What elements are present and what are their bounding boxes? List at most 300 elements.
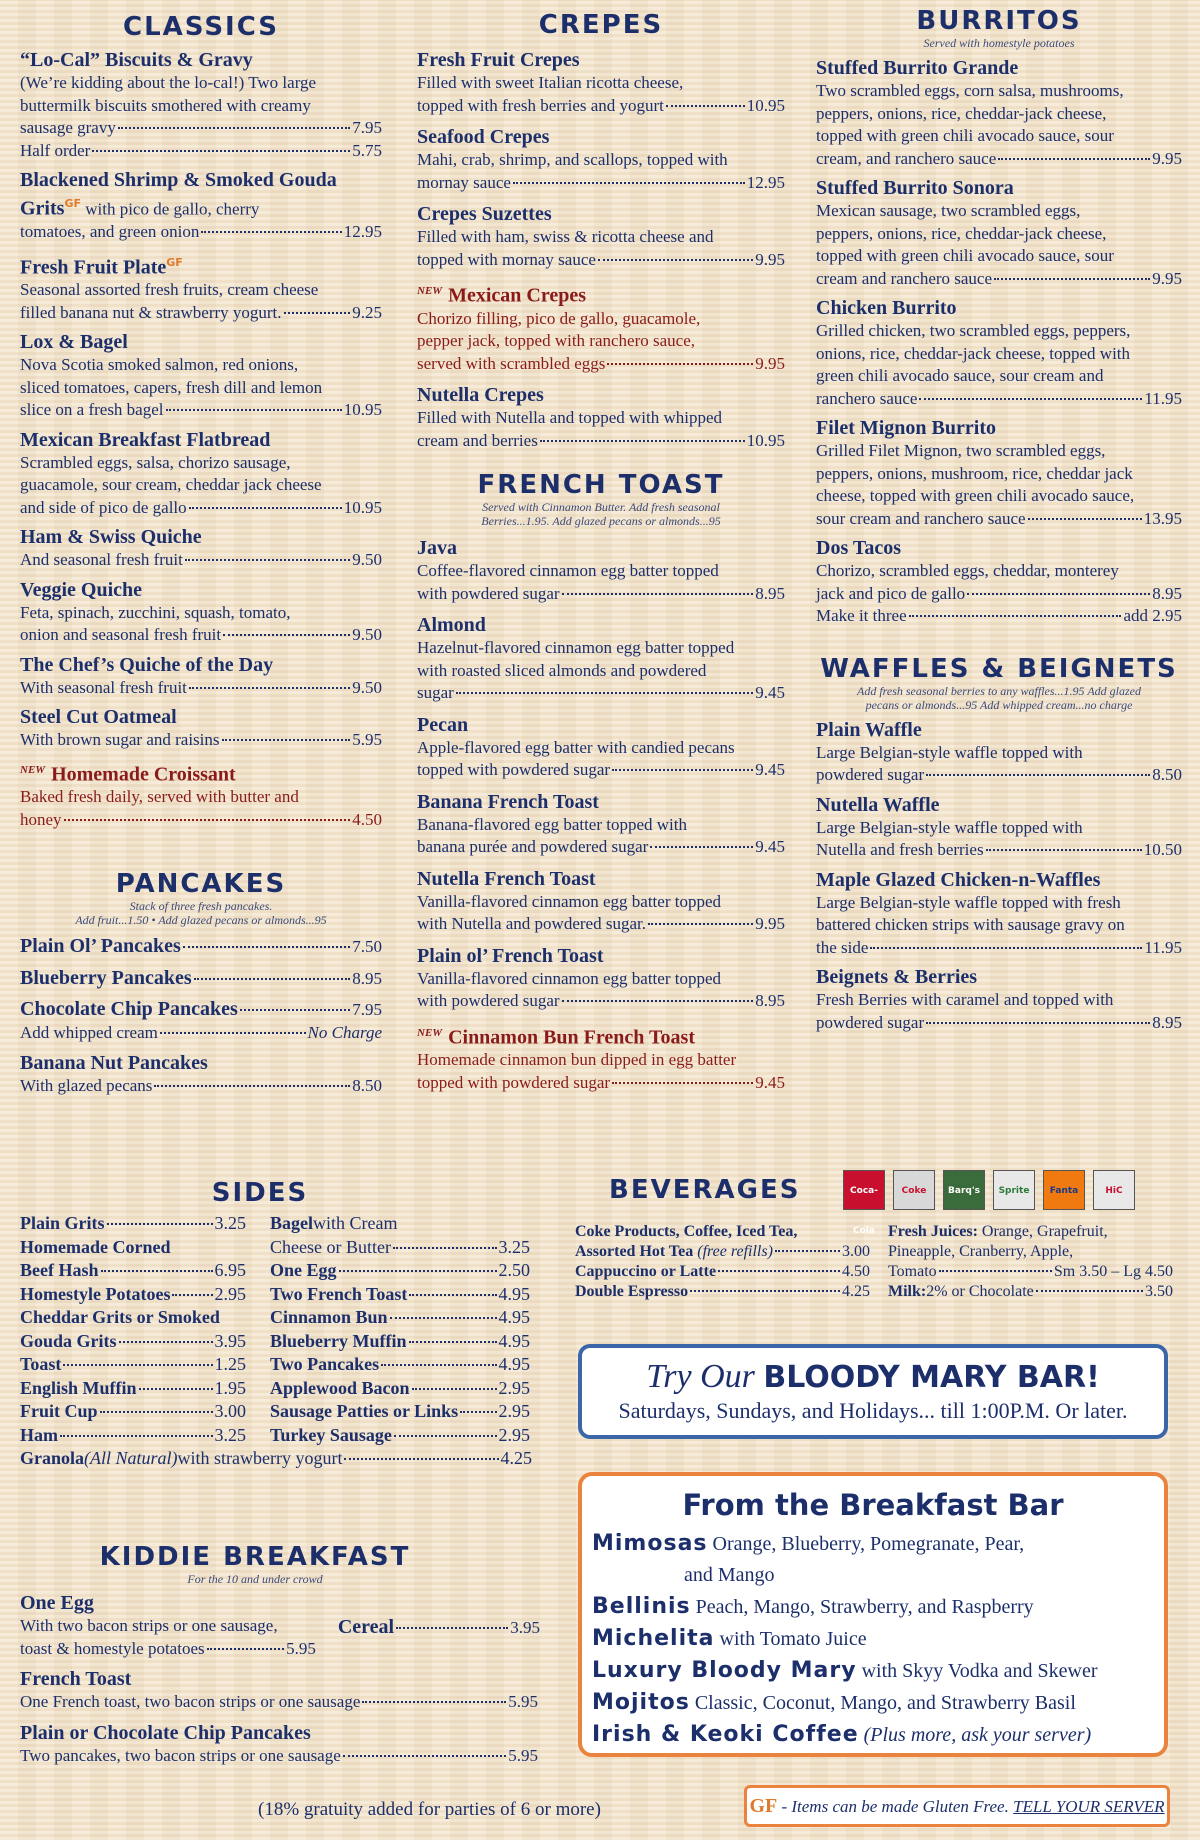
new-badge: NEW bbox=[20, 763, 46, 776]
side-price: 2.50 bbox=[498, 1260, 530, 1280]
side-price: 2.95 bbox=[498, 1401, 530, 1421]
item-price-line bbox=[816, 1012, 1182, 1035]
item-desc: banana purée and powdered sugar bbox=[417, 837, 649, 857]
item-name bbox=[816, 177, 1182, 200]
menu-item bbox=[816, 794, 1182, 862]
item-price: 10.95 bbox=[343, 400, 382, 420]
item-desc: Filled with ham, swiss & ricotta cheese and bbox=[417, 227, 714, 246]
item-desc: buttermilk biscuits smothered with creamy bbox=[20, 95, 311, 115]
bar-item-desc: Orange, Blueberry, Pomegranate, Pear, bbox=[707, 1533, 1025, 1555]
side-name: Ham bbox=[20, 1424, 58, 1445]
item-title: Chicken Burrito bbox=[816, 297, 957, 319]
item-desc: Grilled chicken, two scrambled eggs, peppers, bbox=[816, 321, 1131, 340]
item-price: 11.95 bbox=[1144, 937, 1182, 957]
item-desc: Large Belgian-style waffle topped with fresh bbox=[816, 892, 1121, 912]
item-price: 9.50 bbox=[352, 550, 382, 570]
item-title: Banana Nut Pancakes bbox=[20, 1052, 208, 1075]
item-name bbox=[20, 49, 382, 72]
item-price: 8.95 bbox=[352, 968, 382, 988]
item-title: Veggie Quiche bbox=[20, 578, 143, 601]
sides-right-list bbox=[270, 1212, 530, 1447]
item-desc: topped with fresh berries and yogurt bbox=[417, 95, 664, 115]
item-price-line bbox=[20, 729, 382, 752]
item-price-line bbox=[20, 1075, 382, 1098]
side-price: 4.95 bbox=[498, 1283, 530, 1304]
item-title: Blackened Shrimp & Smoked Gouda bbox=[20, 169, 337, 191]
item-desc: battered chicken strips with sausage gravy on bbox=[816, 915, 1125, 934]
menu-item bbox=[417, 126, 785, 194]
gratuity-note: (18% gratuity added for parties of 6 or more) bbox=[258, 1799, 601, 1820]
item-price: 9.45 bbox=[755, 683, 785, 703]
item-name bbox=[417, 868, 785, 891]
side-price: 3.25 bbox=[214, 1213, 246, 1233]
item-desc: with pico de gallo, cherry bbox=[80, 199, 260, 219]
side-item bbox=[270, 1400, 530, 1424]
item-name bbox=[417, 614, 785, 637]
item-price: 12.95 bbox=[746, 172, 785, 192]
item-price: 7.50 bbox=[352, 937, 382, 957]
item-desc: Vanilla-flavored cinnamon egg batter topped bbox=[417, 891, 721, 911]
item-name bbox=[417, 203, 785, 226]
item-name bbox=[20, 251, 382, 280]
side-item bbox=[20, 1400, 246, 1424]
item-price: 9.50 bbox=[352, 625, 382, 645]
item-price: 10.95 bbox=[746, 95, 785, 115]
item-desc: Add whipped cream bbox=[20, 1022, 158, 1042]
item-title: Stuffed Burrito Grande bbox=[816, 57, 1019, 79]
beverages-heading: BEVERAGES bbox=[609, 1175, 801, 1205]
soda-logos bbox=[835, 1170, 1135, 1236]
bar-item bbox=[592, 1687, 1154, 1719]
item-desc: Banana-flavored egg batter topped with bbox=[417, 814, 688, 834]
item-desc: topped with mornay sauce bbox=[417, 249, 596, 269]
item-price: 9.95 bbox=[755, 353, 785, 373]
item-price: 7.95 bbox=[352, 1000, 382, 1020]
item-price: 13.95 bbox=[1143, 508, 1182, 528]
item-name bbox=[20, 654, 382, 677]
item-price-line bbox=[417, 430, 785, 453]
item-title: “Lo-Cal” Biscuits & Gravy bbox=[20, 49, 253, 71]
item-price: 10.50 bbox=[1143, 840, 1182, 859]
side-item bbox=[20, 1377, 246, 1401]
side-item bbox=[270, 1377, 530, 1401]
side-item bbox=[270, 1236, 530, 1260]
menu-item bbox=[20, 251, 382, 325]
classics-heading: CLASSICS bbox=[122, 12, 280, 42]
item-desc: Chorizo, scrambled eggs, cheddar, monterey bbox=[816, 561, 1119, 580]
menu-item bbox=[417, 714, 785, 782]
side-price: 3.25 bbox=[214, 1424, 246, 1445]
french-sub2: Berries...1.95. Add glazed pecans or almonds...95 bbox=[481, 514, 721, 529]
item-title: Steel Cut Oatmeal bbox=[20, 706, 177, 729]
item-desc: the side bbox=[816, 937, 869, 957]
kiddie-section bbox=[20, 1542, 540, 1767]
item-price: 8.50 bbox=[352, 1076, 382, 1096]
item-name bbox=[20, 169, 382, 192]
soda-logo: Fanta bbox=[1043, 1170, 1085, 1210]
item-price: 9.50 bbox=[352, 677, 382, 697]
item-desc: sugar bbox=[417, 683, 454, 703]
item-name bbox=[417, 49, 785, 72]
waffles-sub2: pecans or almonds...95 Add whipped cream...no charge bbox=[865, 697, 1133, 712]
bar-item bbox=[592, 1528, 1154, 1560]
item-desc: With glazed pecans bbox=[20, 1076, 153, 1096]
item-price: 9.45 bbox=[755, 1072, 785, 1092]
bar-item-name: Bellinis bbox=[592, 1594, 691, 1619]
side-price: 2.95 bbox=[498, 1377, 530, 1398]
bloody-mary-box: Try Our BLOODY MARY BAR! Saturdays, Sundays, and Holidays... till 1:00P.M. Or later. bbox=[578, 1344, 1168, 1439]
item-title: Nutella Waffle bbox=[816, 793, 940, 816]
item-price: 8.95 bbox=[755, 991, 785, 1011]
menu-item bbox=[20, 967, 382, 991]
side-name: Blueberry Muffin bbox=[270, 1330, 407, 1351]
item-desc: sausage gravy bbox=[20, 118, 116, 137]
side-price: 2.95 bbox=[498, 1424, 530, 1445]
item-desc: pepper jack, topped with ranchero sauce, bbox=[417, 331, 696, 351]
side-name: Cheddar Grits or Smoked bbox=[20, 1307, 220, 1327]
bar-item-name: Irish & Keoki Coffee bbox=[592, 1722, 859, 1747]
item-desc: Filled with sweet Italian ricotta cheese, bbox=[417, 73, 684, 92]
item-desc: cheese, topped with green chili avocado sauce, bbox=[816, 486, 1135, 505]
side-name: Gouda Grits bbox=[20, 1330, 117, 1351]
item-price-line bbox=[417, 990, 785, 1013]
side-name: English Muffin bbox=[20, 1377, 137, 1398]
item-price-line bbox=[417, 95, 785, 118]
item-desc: Seasonal assorted fresh fruits, cream cheese bbox=[20, 280, 319, 300]
item-desc: With brown sugar and raisins bbox=[20, 730, 220, 750]
menu-item bbox=[816, 719, 1182, 787]
item-desc: Nutella and fresh berries bbox=[816, 840, 984, 859]
french-list bbox=[417, 537, 785, 1094]
item-desc: and side of pico de gallo bbox=[20, 497, 187, 517]
bar-item bbox=[592, 1560, 1154, 1591]
item-extra-line bbox=[20, 140, 382, 163]
bar-item-name: Michelita bbox=[592, 1626, 715, 1651]
item-price-line bbox=[20, 549, 382, 572]
item-title: Plain ol’ French Toast bbox=[417, 944, 604, 967]
side-item bbox=[270, 1283, 530, 1307]
item-desc: Fresh Berries with caramel and topped with bbox=[816, 990, 1114, 1009]
item-desc: green chili avocado sauce, sour cream and bbox=[816, 366, 1104, 385]
item-desc: onion and seasonal fresh fruit bbox=[20, 625, 222, 645]
item-desc: with Nutella and powdered sugar. bbox=[417, 914, 646, 934]
menu-item bbox=[20, 759, 382, 832]
menu-item bbox=[417, 537, 785, 605]
item-price-line bbox=[417, 913, 785, 936]
side-price: 4.95 bbox=[498, 1330, 530, 1351]
item-price-line bbox=[20, 809, 382, 832]
middle-column bbox=[417, 0, 785, 1094]
item-name bbox=[20, 429, 382, 452]
side-item bbox=[20, 1353, 246, 1377]
side-name: Applewood Bacon bbox=[270, 1377, 410, 1398]
item-desc: cream and ranchero sauce bbox=[816, 268, 993, 288]
item-desc: Feta, spinach, zucchini, squash, tomato, bbox=[20, 602, 291, 622]
item-title: Stuffed Burrito Sonora bbox=[816, 177, 1014, 199]
item-price: 9.95 bbox=[755, 249, 785, 269]
item-price-line bbox=[816, 583, 1182, 606]
sides-left-list bbox=[20, 1212, 270, 1447]
item-price: 9.45 bbox=[755, 837, 785, 857]
item-name bbox=[816, 57, 1182, 80]
side-name: Sausage Patties or Links bbox=[270, 1401, 459, 1421]
item-name bbox=[816, 719, 1182, 742]
beverages-left: Coke Products, Coffee, Iced Tea, Assorted Hot Tea (free refills) 3.00 Cappuccino or Latte 4.50 Double Espresso 4.25 bbox=[575, 1223, 870, 1300]
item-desc: And seasonal fresh fruit bbox=[20, 550, 183, 570]
item-desc: topped with powdered sugar bbox=[417, 760, 611, 780]
item-desc: with powdered sugar bbox=[417, 583, 560, 603]
item-title: Chocolate Chip Pancakes bbox=[20, 998, 238, 1021]
side-price: 3.00 bbox=[214, 1401, 246, 1421]
item-price-line bbox=[417, 836, 785, 859]
item-name bbox=[417, 384, 785, 407]
item-price: No Charge bbox=[307, 1022, 382, 1042]
side-price: 2.95 bbox=[214, 1283, 246, 1304]
item-desc: mornay sauce bbox=[417, 172, 511, 192]
item-desc: honey bbox=[20, 809, 62, 829]
item-price-line bbox=[816, 148, 1182, 171]
item-desc: filled banana nut & strawberry yogurt. bbox=[20, 302, 282, 322]
item-title: Cinnamon Bun French Toast bbox=[448, 1026, 695, 1049]
item-title: Fresh Fruit Crepes bbox=[417, 49, 580, 71]
menu-item bbox=[816, 537, 1182, 628]
item-price-line bbox=[816, 839, 1182, 862]
item-price-line bbox=[20, 1022, 382, 1045]
side-item bbox=[270, 1353, 530, 1377]
menu-item bbox=[417, 1022, 785, 1095]
item-title: Almond bbox=[417, 614, 486, 637]
gluten-free-mark: GF bbox=[166, 255, 183, 269]
menu-item bbox=[20, 331, 382, 422]
granola-row: Granola (All Natural) with strawberry yogurt 4.25 bbox=[20, 1448, 532, 1468]
side-desc: with Cream bbox=[313, 1213, 398, 1233]
menu-item bbox=[417, 614, 785, 705]
side-item bbox=[270, 1259, 530, 1283]
item-desc: peppers, onions, mushroom, rice, cheddar jack bbox=[816, 463, 1133, 483]
side-item bbox=[270, 1424, 530, 1448]
item-desc: Mexican sausage, two scrambled eggs, bbox=[816, 201, 1081, 220]
item-name bbox=[816, 869, 1182, 892]
side-item bbox=[20, 1306, 246, 1330]
item-price: 9.95 bbox=[1152, 148, 1182, 168]
menu-item bbox=[816, 869, 1182, 960]
item-title: Homemade Croissant bbox=[51, 763, 236, 786]
kiddie-sub: For the 10 and under crowd bbox=[187, 1572, 323, 1586]
gluten-free-mark: GF bbox=[64, 197, 81, 210]
item-title: Filet Mignon Burrito bbox=[816, 417, 996, 439]
item-price: 9.25 bbox=[352, 302, 382, 322]
side-name: Homestyle Potatoes bbox=[20, 1283, 171, 1304]
crepes-list bbox=[417, 49, 785, 452]
item-price-line bbox=[20, 221, 382, 244]
soda-logo: Sprite bbox=[993, 1170, 1035, 1210]
item-price: 9.95 bbox=[1152, 268, 1182, 288]
side-name: Fruit Cup bbox=[20, 1401, 98, 1421]
item-desc: Filled with Nutella and topped with whipped bbox=[417, 408, 723, 428]
item-desc: Homemade cinnamon bun dipped in egg batter bbox=[417, 1050, 737, 1070]
french-sub: Served with Cinnamon Butter. Add fresh seasonal bbox=[482, 500, 720, 515]
item-desc: guacamole, sour cream, cheddar jack cheese bbox=[20, 475, 322, 495]
item-desc: Nova Scotia smoked salmon, red onions, bbox=[20, 355, 299, 375]
item-name bbox=[816, 417, 1182, 440]
item-extra-price: add 2.95 bbox=[1123, 606, 1182, 625]
item-desc: Hazelnut-flavored cinnamon egg batter topped bbox=[417, 638, 735, 658]
menu-item bbox=[20, 49, 382, 162]
item-desc: topped with green chili avocado sauce, sour bbox=[816, 246, 1114, 265]
bar-item bbox=[592, 1719, 1154, 1751]
item-title: Maple Glazed Chicken-n-Waffles bbox=[816, 868, 1101, 891]
bar-item-desc: Classic, Coconut, Mango, and Strawberry Basil bbox=[689, 1692, 1076, 1714]
item-extra: Make it three bbox=[816, 606, 907, 625]
side-name: Bagel bbox=[270, 1213, 313, 1233]
item-extra: Half order bbox=[20, 140, 91, 160]
item-price: 8.50 bbox=[1152, 765, 1182, 784]
item-price: 4.50 bbox=[352, 809, 382, 829]
item-desc: with powdered sugar bbox=[417, 991, 560, 1011]
item-name bbox=[20, 706, 382, 729]
item-extra-line bbox=[816, 605, 1182, 628]
menu-item bbox=[816, 297, 1182, 410]
menu-item bbox=[20, 935, 382, 959]
soda-logo: HiC bbox=[1093, 1170, 1135, 1210]
menu-item bbox=[417, 791, 785, 859]
left-column bbox=[20, 0, 382, 1098]
menu-item bbox=[20, 169, 382, 244]
item-price: 10.95 bbox=[343, 497, 382, 517]
side-name: Turkey Sausage bbox=[270, 1424, 392, 1445]
side-item bbox=[270, 1212, 530, 1236]
item-name bbox=[417, 126, 785, 149]
menu-item bbox=[20, 654, 382, 700]
item-title: Dos Tacos bbox=[816, 537, 902, 559]
item-desc: powdered sugar bbox=[816, 1012, 925, 1032]
menu-item bbox=[417, 203, 785, 271]
menu-item bbox=[417, 945, 785, 1013]
bar-item-name: Luxury Bloody Mary bbox=[592, 1658, 857, 1683]
soda-logo: Coke bbox=[893, 1170, 935, 1210]
item-price-line bbox=[417, 353, 785, 376]
item-desc: sliced tomatoes, capers, fresh dill and lemon bbox=[20, 377, 323, 397]
bar-item-name: Mojitos bbox=[592, 1690, 690, 1715]
side-name: Cinnamon Bun bbox=[270, 1307, 388, 1327]
bar-item-desc: (Plus more, ask your server) bbox=[858, 1724, 1092, 1746]
item-desc: Mahi, crab, shrimp, and scallops, topped with bbox=[417, 150, 728, 169]
beverages-section bbox=[575, 1170, 1185, 1302]
bar-item-desc: Peach, Mango, Strawberry, and Raspberry bbox=[690, 1596, 1034, 1618]
item-title: Crepes Suzettes bbox=[417, 203, 552, 225]
item-desc: Baked fresh daily, served with butter and bbox=[20, 787, 299, 807]
item-title: Nutella Crepes bbox=[417, 384, 544, 407]
item-title: Mexican Breakfast Flatbread bbox=[20, 428, 271, 451]
item-price: 11.95 bbox=[1144, 388, 1182, 408]
side-name: Beef Hash bbox=[20, 1260, 99, 1280]
side-price: 1.25 bbox=[214, 1354, 246, 1374]
kiddie-french-toast: French Toast One French toast, two bacon strips or one sausage 5.95 bbox=[20, 1668, 538, 1711]
side-price: 3.25 bbox=[498, 1236, 530, 1257]
item-desc: With seasonal fresh fruit bbox=[20, 677, 187, 697]
item-price-line bbox=[417, 1072, 785, 1095]
right-column bbox=[816, 0, 1182, 1034]
item-name bbox=[417, 714, 785, 737]
bar-item-desc: and Mango bbox=[684, 1564, 775, 1586]
item-desc: peppers, onions, rice, cheddar-jack cheese, bbox=[816, 223, 1107, 243]
gluten-free-note: GF - Items can be made Gluten Free. TELL YOUR SERVER bbox=[744, 1785, 1170, 1827]
item-desc: Scrambled eggs, salsa, chorizo sausage, bbox=[20, 452, 291, 472]
item-desc: Chorizo filling, pico de gallo, guacamole, bbox=[417, 308, 701, 328]
item-price: 5.95 bbox=[352, 730, 382, 750]
item-price: 7.95 bbox=[352, 118, 382, 137]
item-name bbox=[20, 192, 382, 221]
bar-item bbox=[592, 1591, 1154, 1623]
menu-item bbox=[20, 526, 382, 572]
item-desc: Two scrambled eggs, corn salsa, mushrooms, bbox=[816, 81, 1124, 100]
side-name: Homemade Corned bbox=[20, 1236, 171, 1257]
breakfast-bar-list bbox=[592, 1528, 1154, 1751]
kiddie-one-egg: One Egg With two bacon strips or one sausage, toast & homestyle potatoes 5.95 bbox=[20, 1592, 316, 1658]
item-name bbox=[816, 537, 1182, 560]
menu-item bbox=[417, 868, 785, 936]
menu-item bbox=[816, 57, 1182, 170]
item-price-line bbox=[20, 302, 382, 325]
pancakes-heading: PANCAKES bbox=[115, 869, 287, 900]
item-name-line bbox=[20, 935, 382, 959]
new-badge: NEW bbox=[417, 1026, 443, 1039]
side-item bbox=[270, 1330, 530, 1354]
item-desc: slice on a fresh bagel bbox=[20, 400, 164, 420]
side-item bbox=[20, 1330, 246, 1354]
burritos-sub: Served with homestyle potatoes bbox=[923, 36, 1075, 50]
item-title: Fresh Fruit Plate bbox=[20, 256, 167, 279]
menu-item bbox=[417, 49, 785, 117]
item-title: Pecan bbox=[417, 713, 469, 736]
item-desc: cream and berries bbox=[417, 430, 538, 450]
item-name bbox=[20, 579, 382, 602]
item-desc: served with scrambled eggs bbox=[417, 353, 606, 373]
side-name: Two Pancakes bbox=[270, 1354, 380, 1374]
item-title: Banana French Toast bbox=[417, 790, 599, 813]
item-name bbox=[816, 794, 1182, 817]
side-name: Two French Toast bbox=[270, 1283, 408, 1304]
item-desc: tomatoes, and green onion bbox=[20, 222, 200, 242]
item-price-line bbox=[417, 249, 785, 272]
item-price: 12.95 bbox=[343, 222, 382, 242]
item-name bbox=[417, 537, 785, 560]
menu-item bbox=[20, 706, 382, 752]
kiddie-cereal: Cereal 3.95 bbox=[337, 1616, 540, 1638]
item-title: Nutella French Toast bbox=[417, 867, 596, 890]
item-name bbox=[20, 331, 382, 354]
side-item bbox=[20, 1424, 246, 1448]
item-price-line bbox=[417, 682, 785, 705]
item-price-line bbox=[816, 508, 1182, 531]
item-price-line bbox=[816, 268, 1182, 291]
pancakes-sub2: Add fruit...1.50 • Add glazed pecans or almonds...95 bbox=[75, 913, 327, 928]
item-name bbox=[417, 945, 785, 968]
breakfast-bar-title: From the Breakfast Bar bbox=[682, 1488, 1064, 1522]
bar-item-desc: with Tomato Juice bbox=[714, 1628, 867, 1650]
item-title: Plain Ol’ Pancakes bbox=[20, 935, 181, 958]
item-name bbox=[417, 1022, 785, 1050]
item-desc: Large Belgian-style waffle topped with bbox=[816, 817, 1083, 837]
item-price-line bbox=[20, 624, 382, 647]
item-title: Mexican Crepes bbox=[448, 284, 586, 307]
item-name bbox=[816, 297, 1182, 320]
item-desc: peppers, onions, rice, cheddar-jack cheese, bbox=[816, 103, 1107, 123]
item-price-line bbox=[20, 117, 382, 140]
side-item bbox=[20, 1283, 246, 1307]
bar-item-name: Mimosas bbox=[592, 1531, 708, 1556]
french-toast-heading: FRENCH TOAST bbox=[477, 470, 725, 501]
